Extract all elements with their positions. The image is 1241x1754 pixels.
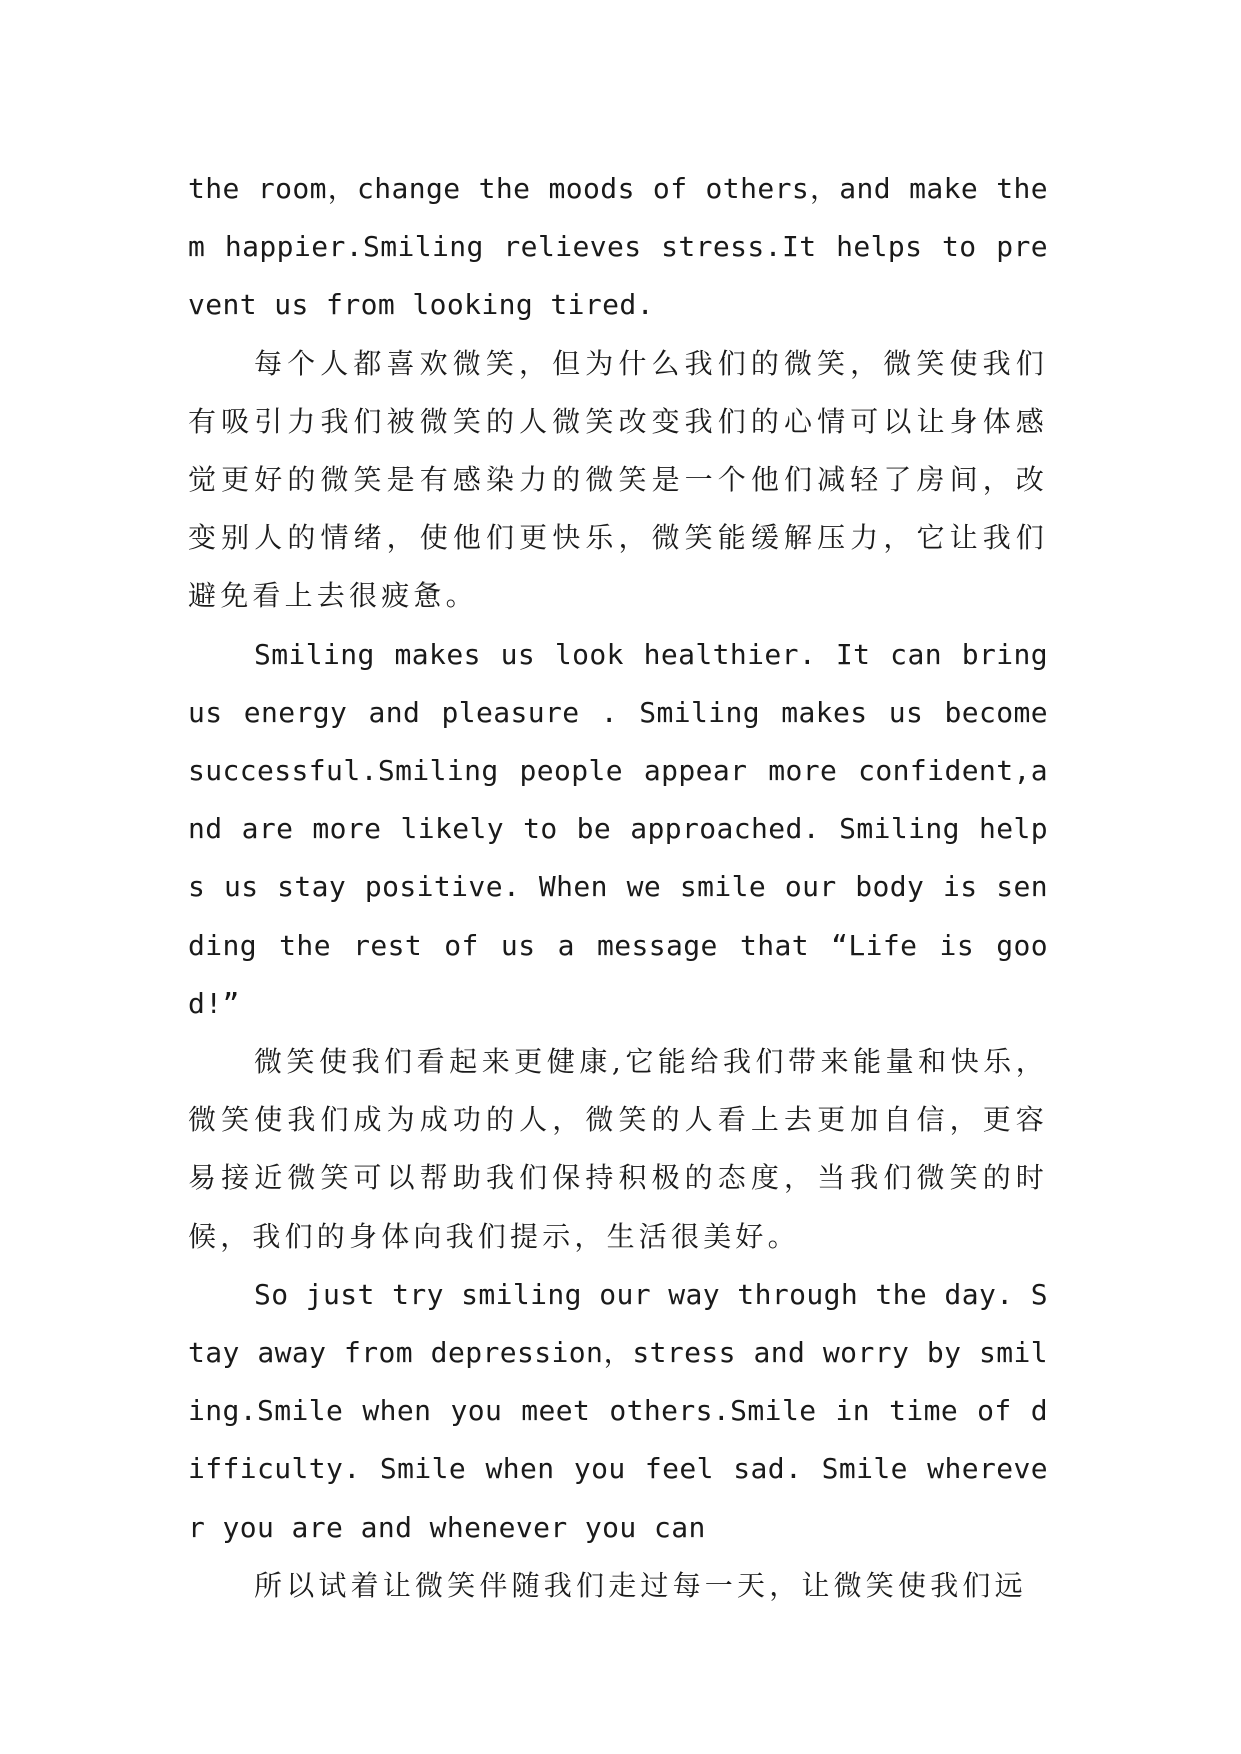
paragraph-chinese-1: 每个人都喜欢微笑，但为什么我们的微笑，微笑使我们有吸引力我们被微笑的人微笑改变我们的心情可以让身体感觉更好的微笑是有感染力的微笑是一个他们减轻了房间，改变别人的情绪，使他们更快乐，微笑能缓解压力，它让我们避免看上去很疲惫。 (188, 346, 1048, 613)
paragraph-english-1: the room，change the moods of others，and make them happier.Smiling relieves stress.It helps to prevent us from looking tired. (188, 172, 1048, 322)
paragraph-chinese-3: 所以试着让微笑伴随我们走过每一天，让微笑使我们远 (254, 1568, 1027, 1602)
document-body (188, 160, 1048, 1615)
paragraph-english-2: Smiling makes us look healthier. It can bring us energy and pleasure . Smiling makes us become successful.Smiling people appear more confident,and are more likely to be approached. Smiling helps us stay positive. When we smile our body is sending the rest of us a message that “Life is good!” (188, 637, 1048, 1020)
paragraph-english-3: So just try smiling our way through the day. Stay away from depression，stress and worry by smiling.Smile when you meet others.Smile in time of difficulty. Smile when you feel sad. Smile wherever you are and whenever you can (188, 1277, 1048, 1544)
paragraph-chinese-2: 微笑使我们看起来更健康,它能给我们带来能量和快乐，微笑使我们成为成功的人，微笑的人看上去更加自信，更容易接近微笑可以帮助我们保持积极的态度，当我们微笑的时候，我们的身体向我们提示，生活很美好。 (188, 1045, 1048, 1253)
